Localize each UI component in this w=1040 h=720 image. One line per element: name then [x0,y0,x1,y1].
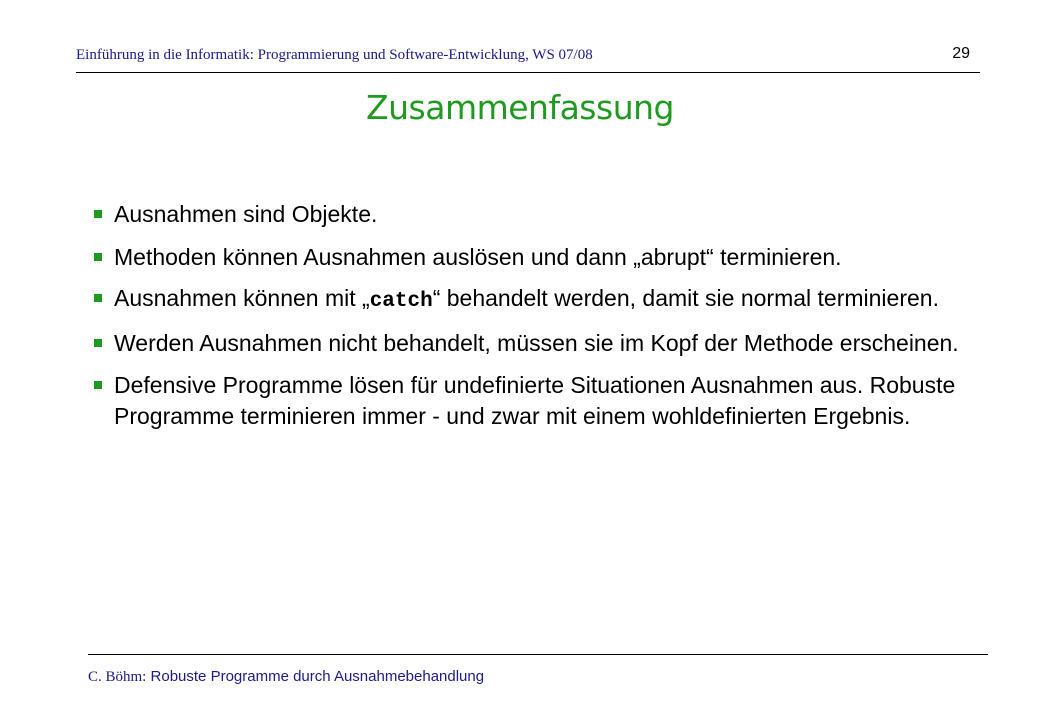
bullet-item [92,199,972,230]
course-title: Einführung in die Informatik: Programmierung und Software-Entwicklung, WS 07/08 [76,47,593,63]
square-bullet-icon [94,294,102,302]
square-bullet-icon [94,253,102,261]
bullet-text-before: Ausnahmen können mit „ [114,285,370,311]
footer-author: C. Böhm: [88,669,147,685]
bullet-item [92,242,972,273]
bullet-text: Ausnahmen sind Objekte. [114,201,378,227]
slide-header [76,44,980,73]
bullet-list [92,199,972,446]
slide-title: Zusammenfassung [366,88,674,127]
bullet-text: Werden Ausnahmen nicht behandelt, müssen sie im Kopf der Methode erscheinen. [114,330,959,356]
page-number: 29 [952,45,970,62]
bullet-item [92,283,972,317]
bullet-text: Defensive Programme lösen für undefinierte Situationen Ausnahmen aus. Robuste Programme terminieren immer - und zwar mit einem wohldefinierten Ergebnis. [114,372,956,429]
bullet-item [92,370,972,432]
bullet-text: Methoden können Ausnahmen auslösen und dann „abrupt“ terminieren. [114,244,842,270]
footer-topic: Robuste Programme durch Ausnahmebehandlung [150,668,485,685]
slide-footer [88,668,484,686]
footer-divider [88,654,988,655]
square-bullet-icon [94,339,102,347]
square-bullet-icon [94,210,102,218]
bullet-text-after: “ behandelt werden, damit sie normal terminieren. [432,285,939,311]
bullet-item [92,328,972,359]
square-bullet-icon [94,381,102,389]
code-keyword-catch: catch [369,290,433,313]
